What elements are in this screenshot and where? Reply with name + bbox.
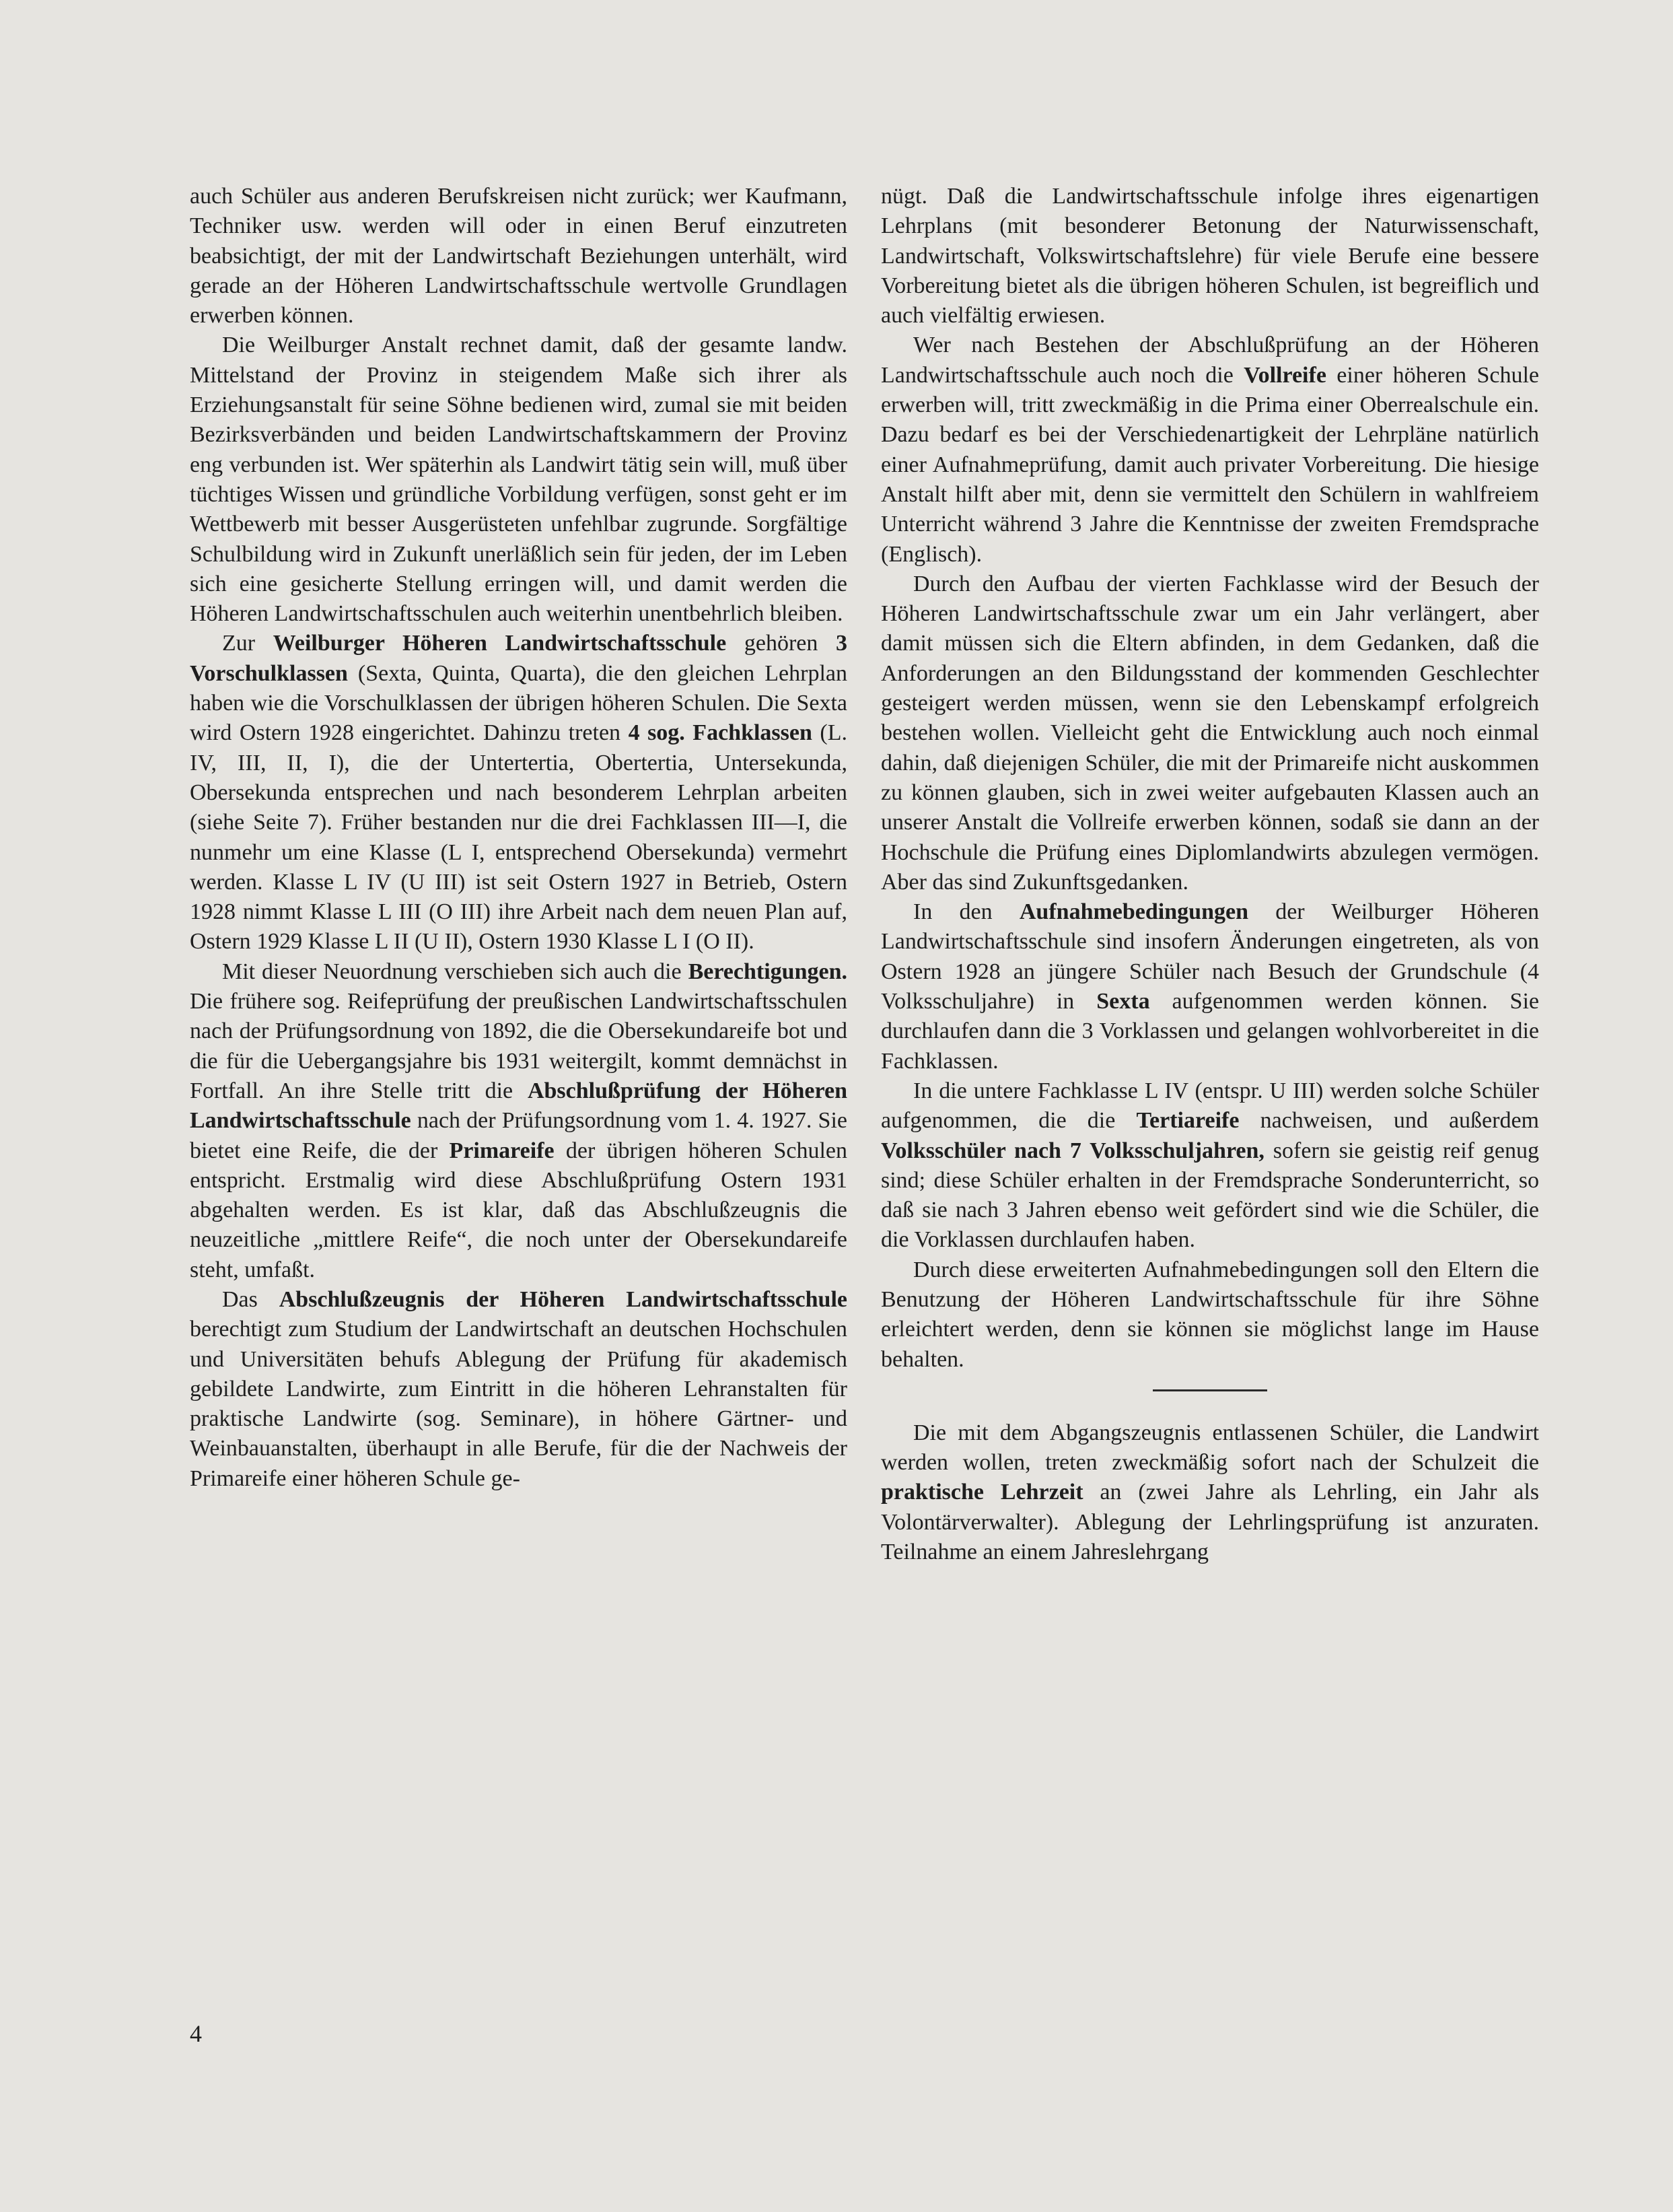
section-divider bbox=[1153, 1389, 1267, 1391]
bold-term: Abschlußprüfung der Höheren Landwirtschaftsschule bbox=[190, 1078, 847, 1134]
paragraph: Durch den Aufbau der vierten Fachklasse wird der Besuch der Höheren Landwirtschaftsschule zwar um ein Jahr verlängert, aber damit müssen sich die Eltern abfinden, in dem Gedanken, daß die Anforderungen an den Bildungsstand der kommenden Geschlechter gesteigert werden müssen, wenn sie den Lebenskampf erfolgreich bestehen wollen. Vielleicht geht die Entwicklung auch noch einmal dahin, daß diejenigen Schüler, die mit der Primareife nicht auskommen zu können glauben, sich in zwei weiter aufgebauten Klassen auch an unserer Anstalt die Vollreife erwerben können, sodaß sie dann an der Hochschule die Prüfung eines Diplomlandwirts abzulegen vermögen. Aber das sind Zukunftsgedanken. bbox=[881, 571, 1539, 895]
bold-term: Aufnahmebedingungen bbox=[1019, 899, 1248, 925]
bold-term: Berechtigungen. bbox=[688, 959, 847, 984]
paragraph: In den Aufnahmebedingungen der Weilburger Höheren Landwirtschaftsschule sind insofern Änderungen eingetreten, als von Ostern 1928 an jüngere Schüler nach Besuch der Grundschule (4 Volksschuljahre) in Sexta aufgenommen werden können. Sie durchlaufen dann die 3 Vorklassen und gelangen wohlvorbereitet in die Fachklassen. bbox=[881, 899, 1539, 1074]
paragraph: Zur Weilburger Höheren Landwirtschaftsschule gehören 3 Vorschulklassen (Sexta, Quinta, Quarta), die den gleichen Lehrplan haben wie die Vorschulklassen der übrigen höheren Schulen. Die Sexta wird Ostern 1928 eingerichtet. Dahinzu treten 4 sog. Fachklassen (L. IV, III, II, I), die der Untertertia, Obertertia, Untersekunda, Obersekunda entsprechen und nach besonderem Lehrplan arbeiten (siehe Seite 7). Früher bestanden nur die drei Fachklassen III—I, die nunmehr um eine Klasse (L I, entsprechend Obersekunda) vermehrt werden. Klasse L IV (U III) ist seit Ostern 1927 in Betrieb, Ostern 1928 nimmt Klasse L III (O III) ihre Arbeit nach dem neuen Plan auf, Ostern 1929 Klasse L II (U II), Ostern 1930 Klasse L I (O II). bbox=[190, 631, 848, 955]
bold-term: Weilburger Höheren Landwirtschaftsschule bbox=[273, 631, 727, 656]
bold-term: Sexta bbox=[1096, 989, 1150, 1014]
paragraph: Die Weilburger Anstalt rechnet damit, daß der gesamte landw. Mittelstand der Provinz in steigendem Maße sich ihrer als Erziehungsanstalt für seine Söhne bedienen wird, zumal sie mit beiden Bezirksverbänden und beiden Landwirtschaftskammern der Provinz eng verbunden ist. Wer späterhin als Landwirt tätig sein will, muß über tüchtiges Wissen und gründliche Vorbildung verfügen, sonst geht er im Wettbewerb mit besser Ausgerüsteten unfehlbar zugrunde. Sorgfältige Schulbildung wird in Zukunft unerläßlich sein für jeden, der im Leben sich eine gesicherte Stellung erringen will, und damit werden die Höheren Landwirtschaftsschulen auch weiterhin unentbehrlich bleiben. bbox=[190, 333, 847, 627]
bold-term: 3 Vorschulklassen bbox=[190, 631, 847, 686]
paragraph: auch Schüler aus anderen Berufskreisen nicht zurück; wer Kaufmann, Techniker usw. werden will oder in einen Beruf einzutreten beabsichtigt, der mit der Landwirtschaft Beziehungen unterhält, wird gerade an der Höheren Landwirtschaftsschule wertvolle Grundlagen erwerben können. bbox=[190, 184, 847, 329]
bold-term: Volksschüler nach 7 Volksschuljahren, bbox=[881, 1138, 1265, 1163]
paragraph: Mit dieser Neuordnung verschieben sich auch die Berechtigungen. Die frühere sog. Reifeprüfung der preußischen Landwirtschaftsschulen nach der Prüfungsordnung von 1892, die die Obersekundareife bot und die für die Uebergangsjahre bis 1931 weitergilt, kommt demnächst in Fortfall. An ihre Stelle tritt die Abschlußprüfung der Höheren Landwirtschaftsschule nach der Prüfungsordnung vom 1. 4. 1927. Sie bietet eine Reife, die der Primareife der übrigen höheren Schulen entspricht. Erstmalig wird diese Abschlußprüfung Ostern 1931 abgehalten werden. Es ist klar, daß das Abschlußzeugnis die neuzeitliche „mittlere Reife“, die noch unter der Obersekundareife steht, umfaßt. bbox=[190, 959, 847, 1282]
paragraph: Wer nach Bestehen der Abschlußprüfung an der Höheren Landwirtschaftsschule auch noch die Vollreife einer höheren Schule erwerben will, tritt zweckmäßig in die Prima einer Oberrealschule ein. Dazu bedarf es bei der Verschiedenartigkeit der Lehrpläne natürlich einer Aufnahmeprüfung, damit auch privater Vorbereitung. Die hiesige Anstalt hilft aber mit, denn sie vermittelt den Schülern in wahlfreiem Unterricht während 3 Jahre die Kenntnisse der zweiten Fremdsprache (Englisch). bbox=[881, 333, 1539, 567]
bold-term: praktische Lehrzeit bbox=[881, 1480, 1083, 1505]
page-number: 4 bbox=[190, 2020, 202, 2047]
bold-term: 4 sog. Fachklassen bbox=[628, 720, 812, 746]
bold-term: Abschlußzeugnis der Höheren Landwirtschaftsschule bbox=[279, 1286, 847, 1312]
right-column bbox=[881, 182, 1539, 1567]
paragraph: Die mit dem Abgangszeugnis entlassenen Schüler, die Landwirt werden wollen, treten zweckmäßig sofort nach der Schulzeit die praktische Lehrzeit an (zwei Jahre als Lehrling, ein Jahr als Volontärverwalter). Ablegung der Lehrlingsprüfung ist anzuraten. Teilnahme an einem Jahreslehrgang bbox=[881, 1420, 1540, 1565]
paragraph: In die untere Fachklasse L IV (entspr. U III) werden solche Schüler aufgenommen, die die Tertiareife nachweisen, und außerdem Volksschüler nach 7 Volksschuljahren, sofern sie geistig reif genug sind; diese Schüler erhalten in der Fremdsprache Sonderunterricht, so daß sie nach 3 Jahren ebenso weit gefördert sind wie die Schüler, die die Vorklassen durchlaufen haben. bbox=[881, 1078, 1540, 1253]
paragraph: Das Abschlußzeugnis der Höheren Landwirtschaftsschule berechtigt zum Studium der Landwirtschaft an deutschen Hochschulen und Universitäten behufs Ablegung der Prüfung für akademisch gebildete Landwirte, zum Eintritt in die höheren Lehranstalten für praktische Landwirte (sog. Seminare), in höhere Gärtner- und Weinbauanstalten, überhaupt in alle Berufe, für die der Nachweis der Primareife einer höheren Schule ge- bbox=[190, 1286, 847, 1491]
bold-term: Primareife bbox=[449, 1138, 555, 1163]
bold-term: Vollreife bbox=[1244, 362, 1326, 388]
bold-term: Tertiareife bbox=[1136, 1108, 1240, 1134]
paragraph: Durch diese erweiterten Aufnahmebedingungen soll den Eltern die Benutzung der Höheren Landwirtschaftsschule für ihre Söhne erleichtert werden, denn sie können sie möglichst lange im Hause behalten. bbox=[881, 1257, 1539, 1372]
paragraph: nügt. Daß die Landwirtschaftsschule infolge ihres eigenartigen Lehrplans (mit besonderer Betonung der Naturwissenschaft, Landwirtschaft, Volkswirtschaftslehre) für viele Berufe eine bessere Vorbereitung bietet als die übrigen höheren Schulen, ist begreiflich und auch vielfältig erwiesen. bbox=[881, 184, 1539, 329]
left-column bbox=[190, 182, 847, 1494]
